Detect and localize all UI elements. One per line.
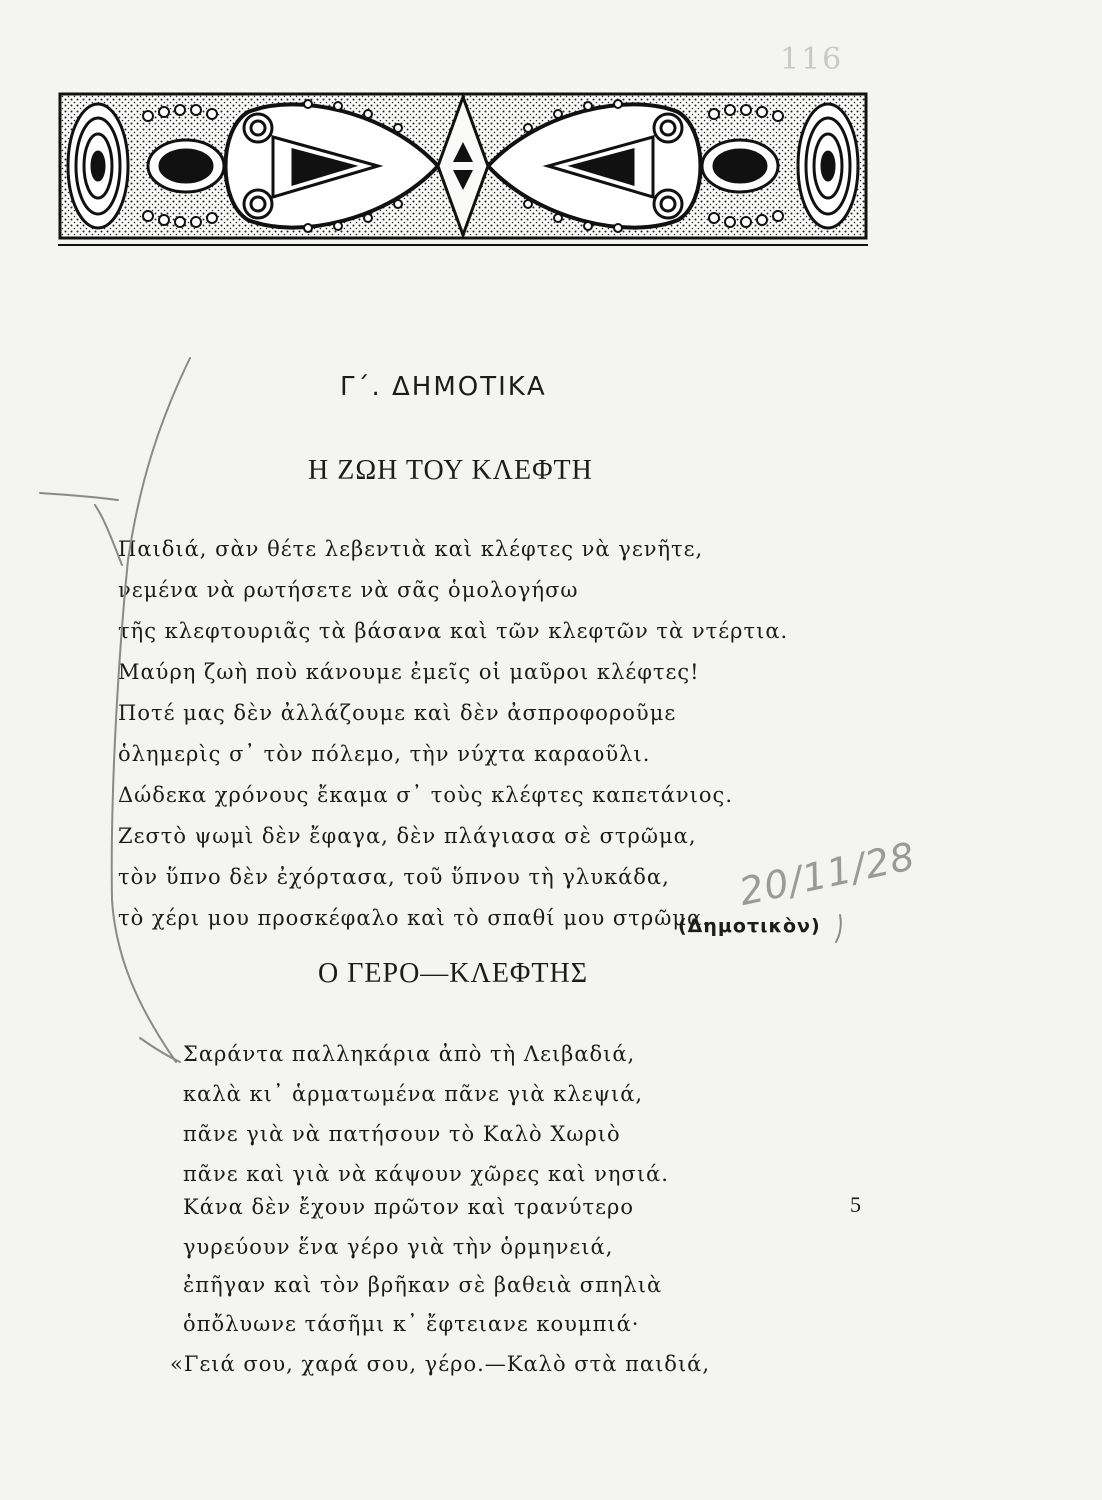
verse-line: τῆς κλεφτουριᾶς τὰ βάσανα καὶ τῶν κλεφτῶν τὰ ντέρτια. <box>118 619 789 643</box>
page-number-ghost: 116 <box>780 42 844 77</box>
verse-line: Μαύρη ζωὴ ποὺ κάνουμε ἐμεῖς οἱ μαῦροι κλέφτες! <box>118 660 700 684</box>
verse-line: «Γειά σου, χαρά σου, γέρο.—Καλὸ στὰ παιδιά, <box>170 1352 711 1376</box>
poem-title-life-of-klepht: Η ΖΩΗ ΤΟΥ ΚΛΕΦΤΗ <box>308 455 593 486</box>
verse-line: Παιδιά, σὰν θέτε λεβεντιὰ καὶ κλέφτες νὰ γενῆτε, <box>118 537 704 561</box>
verse-line-number: 5 <box>850 1192 861 1217</box>
section-heading: Γ΄. ΔΗΜΟΤΙΚΑ <box>340 372 547 402</box>
verse-line: ἐπῆγαν καὶ τὸν βρῆκαν σὲ βαθειὰ σπηλιὰ <box>183 1273 663 1297</box>
verse-line: γυρεύουν ἕνα γέρο γιὰ τὴν ὁρμηνειά, <box>183 1235 614 1259</box>
verse-line: Ποτέ μας δὲν ἀλλάζουμε καὶ δὲν ἀσπροφοροῦμε <box>118 701 677 725</box>
pencil-date-annotation: 20/11/28 <box>735 833 920 915</box>
poem-title-old-klepht: Ο ΓΕΡΟ—ΚΛΕΦΤΗΣ <box>318 958 589 989</box>
verse-line: Δώδεκα χρόνους ἔκαμα σ᾽ τοὺς κλέφτες καπετάνιος. <box>118 783 733 807</box>
poem-attribution: (Δημοτικὸν) <box>678 915 821 937</box>
verse-line: ὁλημερὶς σ᾽ τὸν πόλεμο, τὴν νύχτα καραοῦλι. <box>118 742 651 766</box>
verse-line: πᾶνε γιὰ νὰ πατήσουν τὸ Καλὸ Χωριὸ <box>183 1122 621 1146</box>
verse-line: Ζεστὸ ψωμὶ δὲν ἔφαγα, δὲν πλάγιασα σὲ στρῶμα, <box>118 824 697 848</box>
verse-line: τὸν ὕπνο δὲν ἐχόρτασα, τοῦ ὕπνου τὴ γλυκάδα, <box>118 865 670 889</box>
verse-line: πᾶνε καὶ γιὰ νὰ κάψουν χῶρες καὶ νησιά. <box>183 1162 669 1186</box>
verse-line: Σαράντα παλληκάρια ἀπὸ τὴ Λειβαδιά, <box>183 1042 636 1066</box>
verse-line: Κάνα δὲν ἔχουν πρῶτον καὶ τρανύτερο <box>183 1195 635 1219</box>
verse-line: καλὰ κι᾽ ἁρματωμένα πᾶνε γιὰ κλεψιά, <box>183 1082 644 1106</box>
verse-line: ὁπὄλυωνε τάσῆμι κ᾽ ἔφτειανε κουμπιά· <box>183 1312 640 1336</box>
decorative-headpiece-ornament <box>58 92 868 247</box>
verse-line: νεμένα νὰ ρωτήσετε νὰ σᾶς ὁμολογήσω <box>118 578 579 602</box>
verse-line: τὸ χέρι μου προσκέφαλο καὶ τὸ σπαθί μου στρῶμα. <box>118 906 710 930</box>
